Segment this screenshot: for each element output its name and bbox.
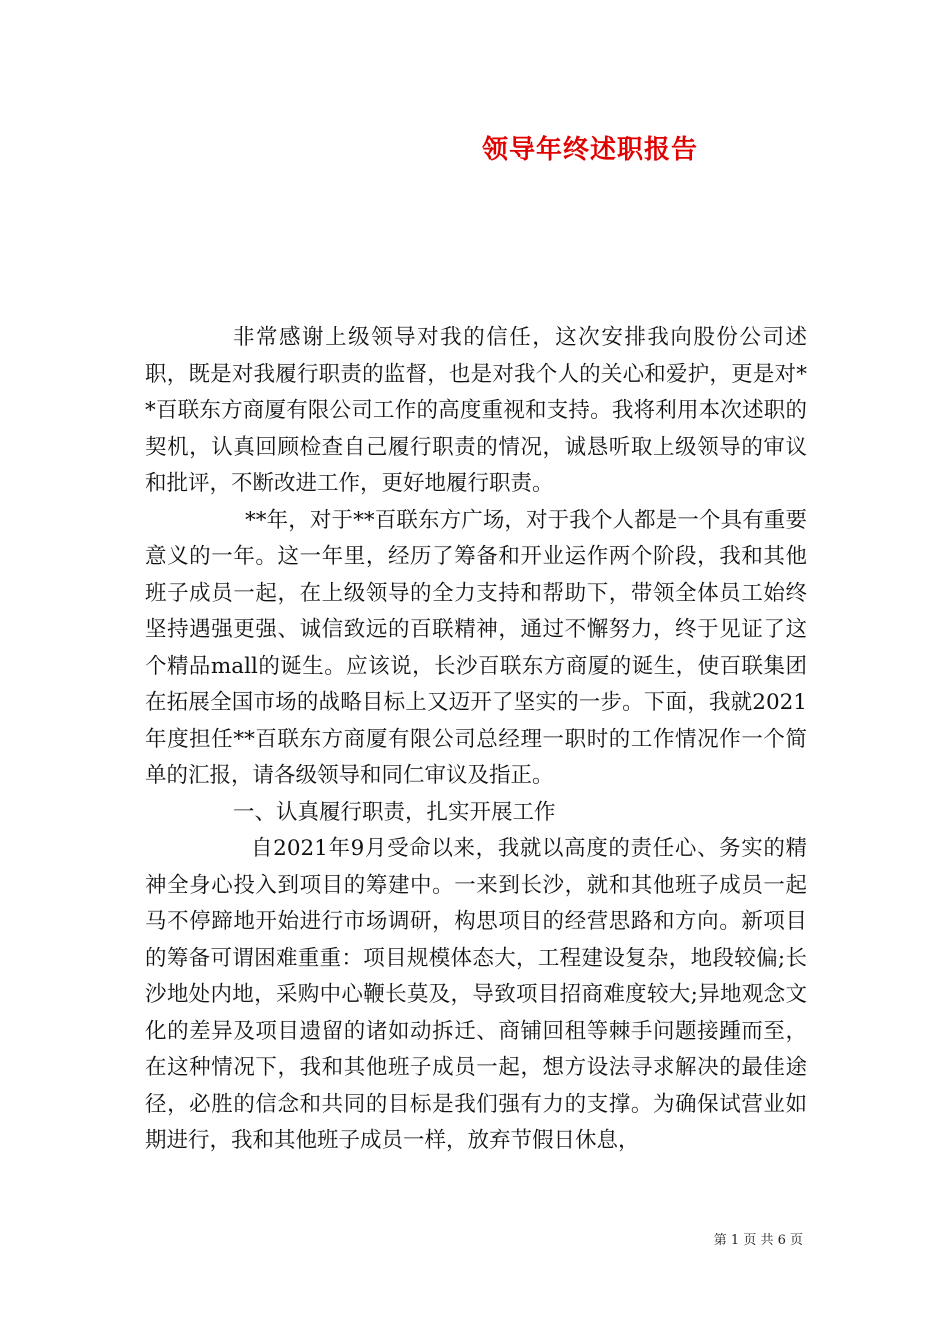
section-heading-1: 一、认真履行职责，扎实开展工作	[233, 799, 556, 825]
paragraph-section-1: 自2021年9月受命以来，我就以高度的责任心、务实的精神全身心投入到项目的筹建中。一来到长沙，就和其他班子成员一起马不停蹄地开始进行市场调研，构思项目的经营思路和方向。新项目的筹备可谓困难重重：项目规模体态大，工程建设复杂，地段较偏;长沙地处内地，采购中心鞭长莫及，导致项目招商难度较大;异地观念文化的差异及项目遗留的诸如动拆迁、商铺回租等棘手问题接踵而至，在这种情况下，我和其他班子成员一起，想方设法寻求解决的最佳途径，必胜的信念和共同的目标是我们强有力的支撑。为确保试营业如期进行，我和其他班子成员一样，放弃节假日休息，	[145, 836, 807, 1153]
page-number-footer: 第 1 页 共 6 页	[713, 1233, 803, 1248]
paragraph-intro: 非常感谢上级领导对我的信任，这次安排我向股份公司述职，既是对我履行职责的监督，也是对我个人的关心和爱护，更是对**百联东方商厦有限公司工作的高度重视和支持。我将利用本次述职的契机，认真回顾检查自己履行职责的情况，诚恳听取上级领导的审议和批评，不断改进工作，更好地履行职责。	[145, 325, 807, 496]
paragraph-year-review: **年，对于**百联东方广场，对于我个人都是一个具有重要意义的一年。这一年里，经历了筹备和开业运作两个阶段，我和其他班子成员一起，在上级领导的全力支持和帮助下，带领全体员工始终坚持遇强更强、诚信致远的百联精神，通过不懈努力，终于见证了这个精品mall的诞生。应该说，长沙百联东方商厦的诞生，使百联集团在拓展全国市场的战略目标上又迈开了坚实的一步。下面，我就2021年度担任**百联东方商厦有限公司总经理一职时的工作情况作一个简单的汇报，请各级领导和同仁审议及指正。	[145, 507, 807, 788]
document-title: 领导年终述职报告	[481, 135, 698, 165]
document-body	[145, 320, 807, 1160]
